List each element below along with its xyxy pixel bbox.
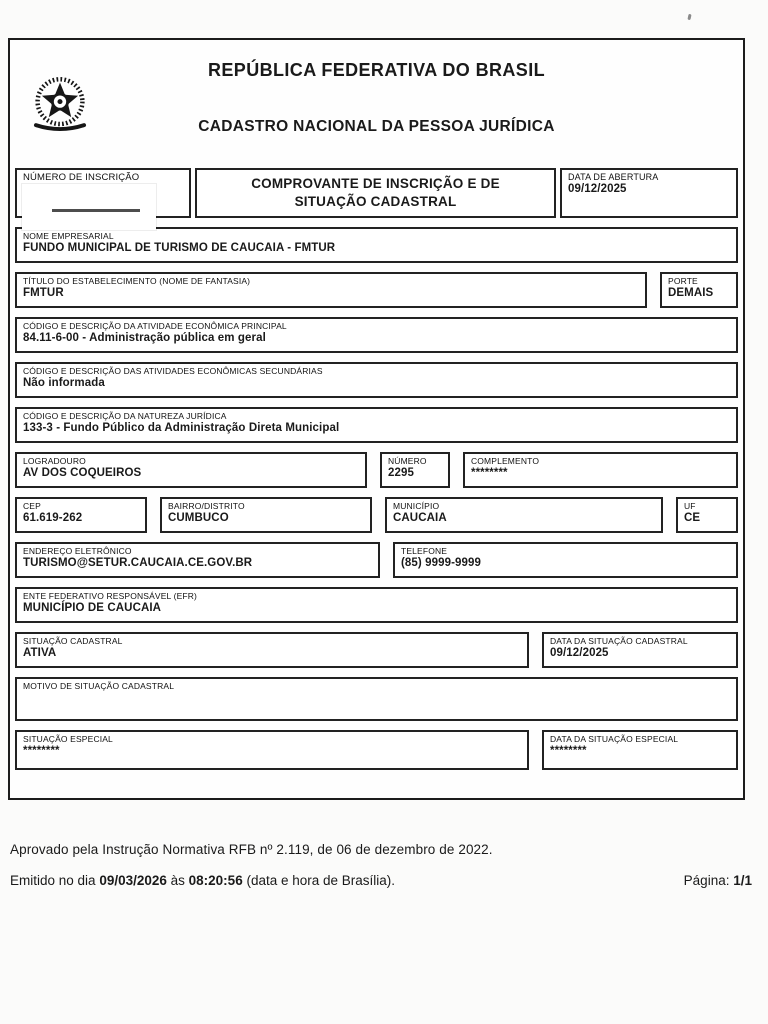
- emitted-time: 08:20:56: [188, 873, 243, 888]
- field-label: COMPLEMENTO: [471, 456, 540, 466]
- field-value: DEMAIS: [668, 287, 714, 299]
- field-value: (85) 9999-9999: [401, 557, 482, 569]
- page-footer: [10, 842, 756, 888]
- field-complemento: [463, 452, 738, 488]
- field-atividades-secundarias: [15, 362, 738, 398]
- page-label: Página:: [683, 873, 734, 888]
- field-value: ATIVA: [23, 647, 57, 659]
- field-motivo-situacao-cadastral: [15, 677, 738, 721]
- field-label: NÚMERO: [388, 456, 427, 466]
- scan-speck: [687, 14, 691, 20]
- field-label: PORTE: [668, 276, 698, 286]
- row-inscricao: [15, 168, 738, 218]
- emitted-date: 09/03/2026: [99, 873, 167, 888]
- field-value: 09/12/2025: [550, 647, 609, 659]
- field-data-abertura: [560, 168, 738, 218]
- row-motivo: [15, 677, 738, 721]
- comprovante-title: COMPROVANTE DE INSCRIÇÃO E DE SITUAÇÃO CADASTRAL: [251, 176, 500, 209]
- field-bairro-distrito: [160, 497, 372, 533]
- field-value: 84.11-6-00 - Administração pública em geral: [23, 332, 266, 344]
- field-label: DATA DE ABERTURA: [568, 172, 659, 182]
- field-efr: [15, 587, 738, 623]
- field-telefone: [393, 542, 738, 578]
- field-label: DATA DA SITUAÇÃO CADASTRAL: [550, 636, 688, 646]
- field-value: 09/12/2025: [568, 183, 627, 195]
- field-value: CUMBUCO: [168, 512, 229, 524]
- emitted-suffix: (data e hora de Brasília).: [242, 873, 396, 888]
- field-numero: [380, 452, 450, 488]
- cnpj-title: CADASTRO NACIONAL DA PESSOA JURÍDICA: [198, 118, 555, 135]
- comprovante-title-box: [195, 168, 556, 218]
- field-value: TURISMO@SETUR.CAUCAIA.CE.GOV.BR: [23, 557, 253, 569]
- field-porte: [660, 272, 738, 308]
- field-value: FMTUR: [23, 287, 64, 299]
- field-value: AV DOS COQUEIROS: [23, 467, 142, 479]
- field-value: Não informada: [23, 377, 105, 389]
- field-label: DATA DA SITUAÇÃO ESPECIAL: [550, 734, 679, 744]
- field-value: CE: [684, 512, 701, 524]
- page-value: 1/1: [733, 873, 752, 888]
- field-label: SITUAÇÃO ESPECIAL: [23, 734, 113, 744]
- field-situacao-especial: [15, 730, 529, 770]
- approval-text: Aprovado pela Instrução Normativa RFB nº 2.119, de 06 de dezembro de 2022.: [10, 842, 493, 857]
- field-label: CEP: [23, 501, 41, 511]
- redaction-dash: [52, 209, 140, 212]
- emitted-connector: às: [166, 873, 189, 888]
- row-endereco: [15, 452, 738, 488]
- field-situacao-cadastral: [15, 632, 529, 668]
- field-label: NÚMERO DE INSCRIÇÃO: [23, 172, 140, 183]
- redaction-patch: [22, 184, 156, 230]
- field-label: MUNICÍPIO: [393, 501, 440, 511]
- field-label: CÓDIGO E DESCRIÇÃO DA NATUREZA JURÍDICA: [23, 411, 227, 421]
- field-value: 61.619-262: [23, 512, 83, 524]
- field-endereco-eletronico: [15, 542, 380, 578]
- row-titulo-porte: [15, 272, 738, 308]
- field-value: ********: [550, 745, 587, 757]
- field-data-situacao-cadastral: [542, 632, 738, 668]
- field-numero-inscricao: [15, 168, 191, 218]
- field-label: CÓDIGO E DESCRIÇÃO DAS ATIVIDADES ECONÔMICAS SECUNDÁRIAS: [23, 366, 323, 376]
- row-situacao-especial: [15, 730, 738, 770]
- row-cep-bairro: [15, 497, 738, 533]
- row-situacao-cadastral: [15, 632, 738, 668]
- field-uf: [676, 497, 738, 533]
- field-label: UF: [684, 501, 696, 511]
- cnpj-certificate: [8, 38, 745, 800]
- field-label: ENDEREÇO ELETRÔNICO: [23, 546, 132, 556]
- field-label: MOTIVO DE SITUAÇÃO CADASTRAL: [23, 681, 175, 691]
- field-value: FUNDO MUNICIPAL DE TURISMO DE CAUCAIA - FMTUR: [23, 242, 336, 254]
- field-value: 2295: [388, 467, 414, 479]
- field-value: ********: [23, 745, 60, 757]
- field-label: CÓDIGO E DESCRIÇÃO DA ATIVIDADE ECONÔMICA PRINCIPAL: [23, 321, 287, 331]
- emitted-line: [10, 873, 756, 888]
- fields-area: [10, 168, 743, 770]
- field-municipio: [385, 497, 663, 533]
- republic-title: REPÚBLICA FEDERATIVA DO BRASIL: [207, 60, 545, 80]
- field-value: MUNICÍPIO DE CAUCAIA: [23, 602, 162, 614]
- field-value: CAUCAIA: [393, 512, 447, 524]
- row-efr: [15, 587, 738, 623]
- emitted-prefix: Emitido no dia: [10, 873, 100, 888]
- field-data-situacao-especial: [542, 730, 738, 770]
- field-label: SITUAÇÃO CADASTRAL: [23, 636, 123, 646]
- field-label: LOGRADOURO: [23, 456, 86, 466]
- field-label: TÍTULO DO ESTABELECIMENTO (NOME DE FANTASIA): [23, 276, 251, 286]
- row-atividades-secundarias: [15, 362, 738, 398]
- field-label: ENTE FEDERATIVO RESPONSÁVEL (EFR): [23, 591, 198, 601]
- row-atividade-principal: [15, 317, 738, 353]
- field-titulo-estabelecimento: [15, 272, 647, 308]
- row-contato: [15, 542, 738, 578]
- field-label: TELEFONE: [401, 546, 448, 556]
- row-natureza-juridica: [15, 407, 738, 443]
- field-atividade-principal: [15, 317, 738, 353]
- field-logradouro: [15, 452, 367, 488]
- emitted-text: [10, 873, 395, 888]
- row-nome-empresarial: [15, 227, 738, 263]
- field-label: NOME EMPRESARIAL: [23, 231, 114, 241]
- field-value: ********: [471, 467, 508, 479]
- page-indicator: [684, 873, 752, 888]
- field-cep: [15, 497, 147, 533]
- document-header: [10, 40, 743, 168]
- field-natureza-juridica: [15, 407, 738, 443]
- field-nome-empresarial: [15, 227, 738, 263]
- field-label: BAIRRO/DISTRITO: [168, 501, 245, 511]
- field-value: 133-3 - Fundo Público da Administração Direta Municipal: [23, 422, 340, 434]
